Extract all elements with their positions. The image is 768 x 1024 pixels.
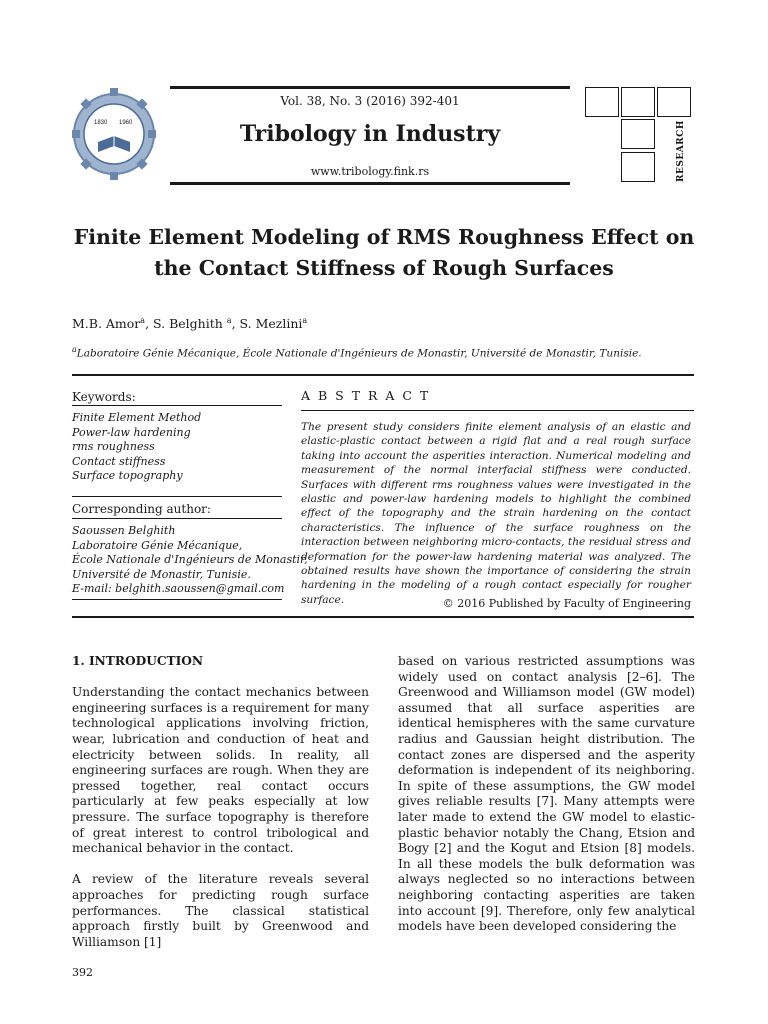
keyword: Contact stiffness bbox=[72, 454, 166, 468]
journal-volume: Vol. 38, No. 3 (2016) 392-401 bbox=[280, 94, 460, 108]
author-list: M.B. Amor$^a$, S. Belghith $^a$, S. Mezlini$^a$ bbox=[72, 316, 308, 332]
author: M.B. Amor bbox=[72, 316, 141, 332]
abstract-text: The present study considers finite element analysis of an elastic and elastic-plastic contact between a rigid flat and a real rough surface taking into account the asperities interaction. Numerical modeling and measurement of the normal interfacial stiffness were conducted. Surfaces with different rms roughness values were investigated in the elastic and power-law hardening models to highlight the combined effect of the topography and the strain hardening on the contact characteristics. The influence of the surface roughness on the interaction between neighboring micro-contacts, the residual stress and deformation for the power-law hardening material was analyzed. The obtained results have shown the importance of considering the strain hardening in the modeling of a rough contact especially for rougher surface. bbox=[301, 421, 691, 606]
divider bbox=[301, 410, 694, 411]
journal-name: Tribology in Industry bbox=[239, 121, 501, 147]
journal-logo bbox=[72, 84, 156, 184]
title-line: the Contact Stiffness of Rough Surfaces bbox=[154, 256, 614, 280]
affiliation: $^a$Laboratoire Génie Mécanique, École Nationale d'Ingénieurs de Monastir, Université de Monastir, Tunisie. bbox=[72, 345, 642, 360]
paragraph: based on various restricted assumptions was widely used on contact analysis [2–6]. The Greenwood and Williamson model (GW model) assumed that all surface asperities are identical hemispheres with the same curvature radius and Gaussian height distribution. The contact zones are dispersed and the asperity deformation is independent of its neighboring. In spite of these assumptions, the GW model gives reliable results [7]. Many attempts were later made to extend the GW model to elastic-plastic behavior notably the Chang, Etsion and Bogy [2] and the Kogut and Etsion [8] models. In all these models the bulk deformation was always neglected so no interactions between neighboring contacting asperities are taken into account [9]. Therefore, only few analytical models have been developed considering the bbox=[398, 654, 695, 934]
header-box bbox=[621, 87, 655, 117]
paragraph: Understanding the contact mechanics between engineering surfaces is a requirement for many technological applications involving friction, wear, lubrication and conduction of heat and electricity between solids. In reality, all engineering surfaces are rough. When they are pressed together, real contact occurs particularly at few peaks especially at low pressure. The surface topography is therefore of great interest to control tribological and mechanical behavior in the contact. bbox=[72, 685, 369, 856]
abstract-heading: A B S T R A C T bbox=[301, 388, 431, 403]
header-box bbox=[621, 152, 655, 182]
divider bbox=[72, 599, 282, 600]
keyword: Power-law hardening bbox=[72, 425, 191, 439]
page-number: 392 bbox=[72, 966, 93, 979]
header-rule-top bbox=[170, 86, 570, 89]
keyword-list bbox=[72, 411, 201, 484]
body-column-right bbox=[398, 654, 695, 950]
divider bbox=[72, 405, 282, 406]
section-heading: 1. INTRODUCTION bbox=[72, 654, 204, 668]
title-line: Finite Element Modeling of RMS Roughness Effect on bbox=[73, 225, 695, 249]
header-rule-bottom bbox=[170, 182, 570, 185]
author: S. Mezlini bbox=[239, 316, 303, 332]
corresponding-heading: Corresponding author: bbox=[72, 502, 211, 516]
corresponding-author: Saoussen Belghith Laboratoire Génie Mécanique, École Nationale d'Ingénieurs de Monastir, Université de Monastir, Tunisie. E-mail: belghith.saoussen@gmail.com bbox=[72, 524, 308, 595]
divider bbox=[72, 496, 282, 497]
keywords-heading: Keywords: bbox=[72, 390, 136, 404]
body-column-left bbox=[72, 654, 369, 966]
paragraph: A review of the literature reveals several approaches for predicting rough surface performances. The classical statistical approach firstly built by Greenwood and Williamson [1] bbox=[72, 872, 369, 949]
author: S. Belghith bbox=[153, 316, 223, 332]
category-label: RESEARCH bbox=[676, 120, 686, 182]
divider bbox=[72, 518, 282, 519]
divider bbox=[72, 374, 694, 376]
logo-year-right: 1960 bbox=[119, 120, 133, 126]
header-box bbox=[657, 87, 691, 117]
author-email[interactable]: E-mail: belghith.saoussen@gmail.com bbox=[72, 582, 285, 595]
keyword: Finite Element Method bbox=[72, 411, 202, 424]
copyright: © 2016 Published by Faculty of Engineering bbox=[442, 597, 691, 610]
keyword: Surface topography bbox=[72, 469, 183, 482]
keyword: rms roughness bbox=[72, 440, 155, 453]
logo-year-left: 1830 bbox=[94, 120, 108, 126]
paper-title bbox=[40, 222, 728, 284]
journal-url[interactable]: www.tribology.fink.rs bbox=[310, 165, 430, 178]
header-box bbox=[621, 119, 655, 149]
header-box bbox=[585, 87, 619, 117]
divider bbox=[72, 616, 694, 618]
